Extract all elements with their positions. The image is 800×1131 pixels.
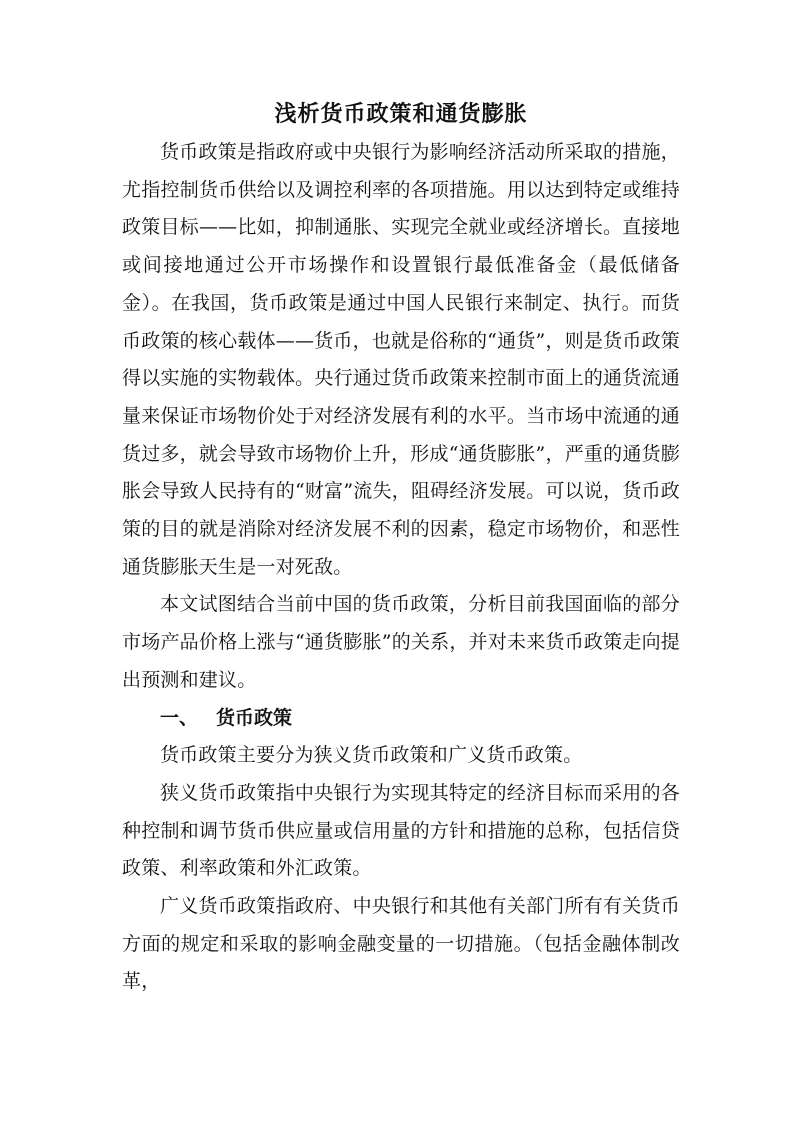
section-title: 货币政策	[216, 706, 293, 729]
section-number: 一、	[160, 706, 199, 729]
intro-paragraph-2: 本文试图结合当前中国的货币政策，分析目前我国面临的部分市场产品价格上涨与“通货膨胀”的关系，并对未来货币政策走向提出预测和建议。	[122, 593, 680, 691]
section-paragraph-1: 货币政策主要分为狭义货币政策和广义货币政策。	[160, 744, 583, 767]
document-title: 浅析货币政策和通货膨胀	[274, 102, 528, 127]
section-paragraph-2: 狭义货币政策指中央银行为实现其特定的经济目标而采用的各种控制和调节货币供应量或信用量的方针和措施的总称，包括信贷政策、利率政策和外汇政策。	[122, 781, 680, 880]
intro-paragraph-1: 货币政策是指政府或中央银行为影响经济活动所采取的措施，尤指控制货币供给以及调控利率的各项措施。用以达到特定或维持政策目标——比如，抑制通胀、实现完全就业或经济增长。直接地或间接地通过公开市场操作和设置银行最低准备金（最低储备金）。在我国，货币政策是通过中国人民银行来制定、执行。而货币政策的核心载体——货币，也就是俗称的“通货”，则是货币政策得以实施的实物载体。央行通过货币政策来控制市面上的通货流通量来保证市场物价处于对经济发展有利的水平。当市场中流通的通货过多，就会导致市场物价上升，形成“通货膨胀”，严重的通货膨胀会导致人民持有的“财富”流失，阻碍经济发展。可以说，货币政策的目的就是消除对经济发展不利的因素，稳定市场物价，和恶性通货膨胀天生是一对死敌。	[122, 141, 680, 578]
section-heading-monetary-policy	[122, 700, 680, 738]
section-paragraph-3: 广义货币政策指政府、中央银行和其他有关部门所有有关货币方面的规定和采取的影响金融变量的一切措施。（包括金融体制改革，	[122, 895, 680, 993]
